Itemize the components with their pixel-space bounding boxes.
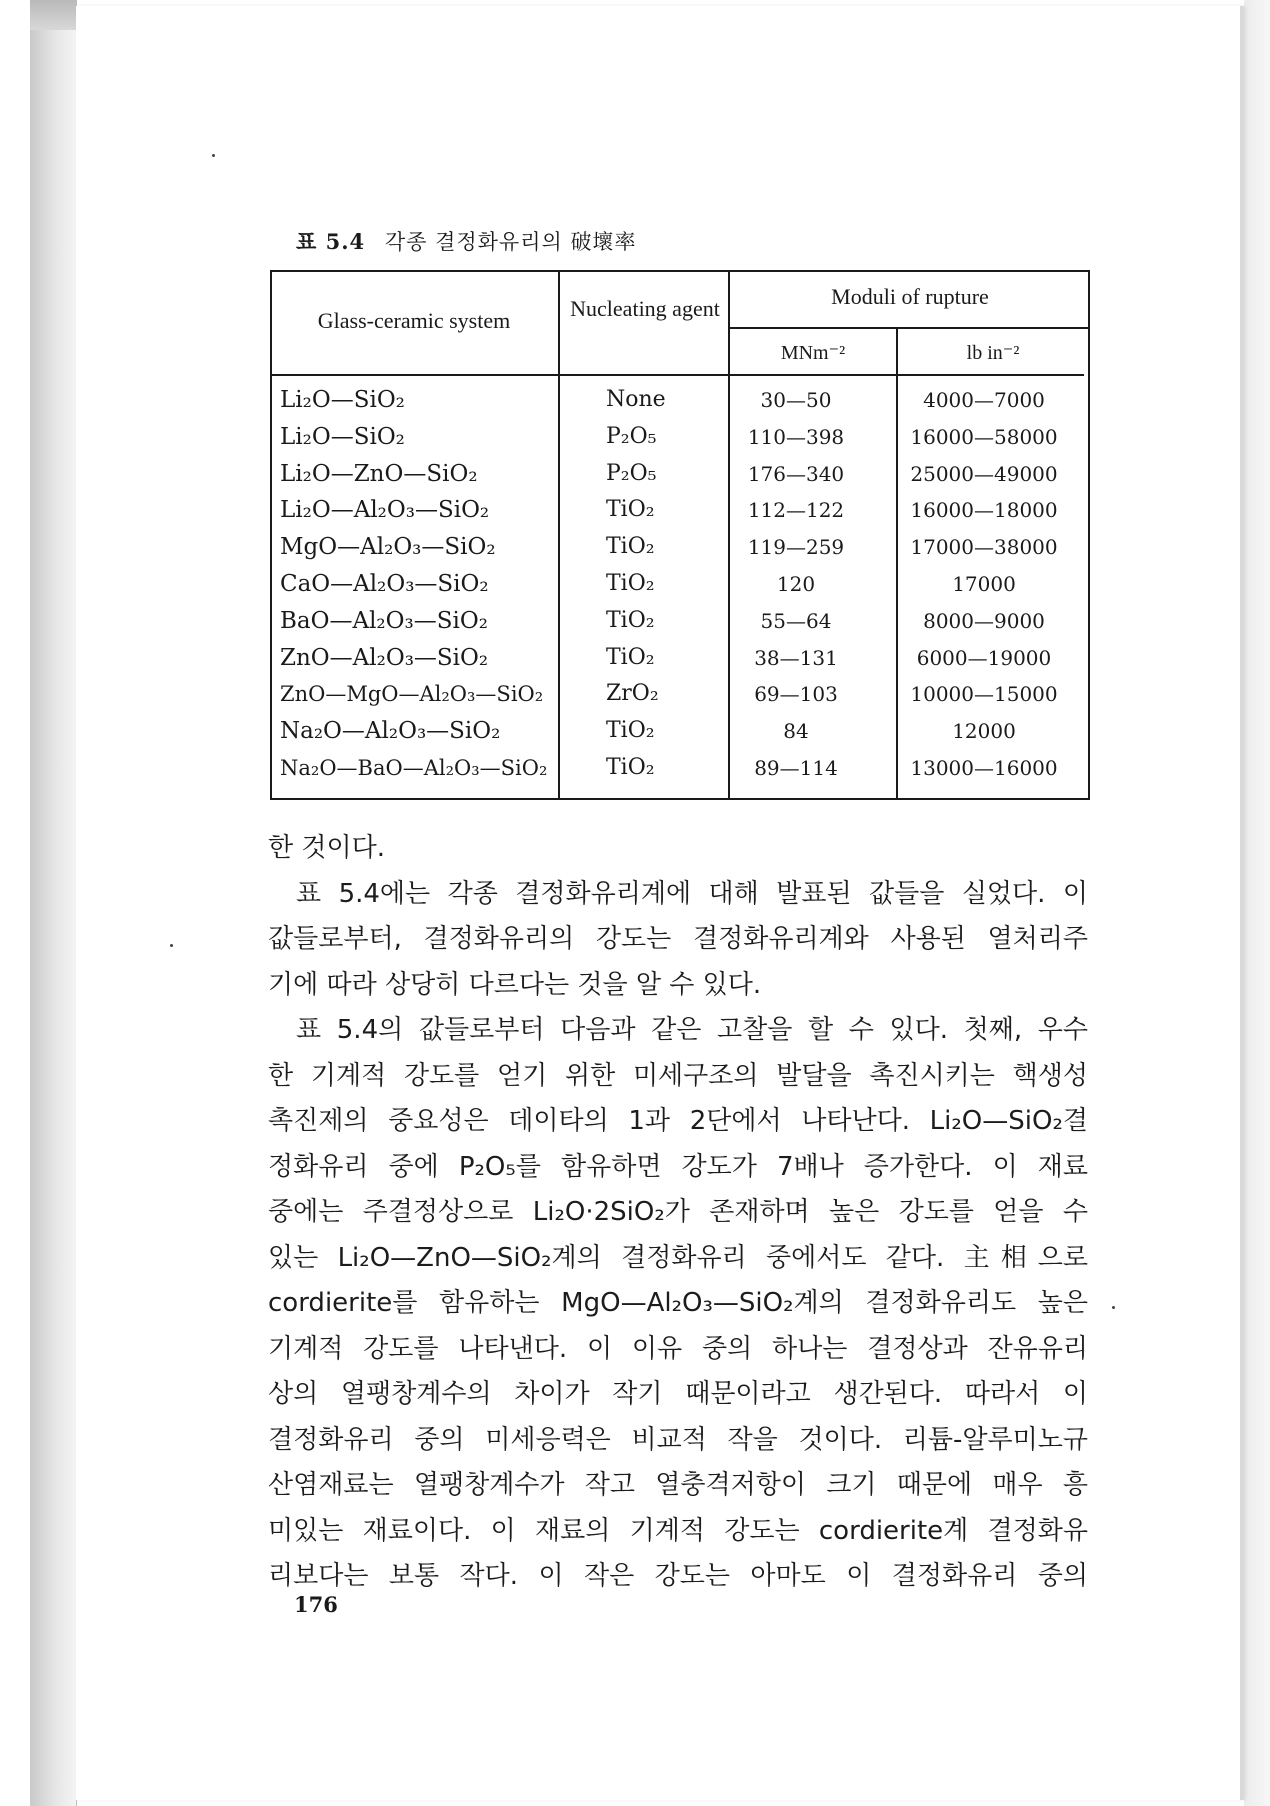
cell-system: MgO—Al₂O₃—SiO₂ — [280, 534, 496, 561]
text-line: 정화유리 중에 P₂O₅를 함유하면 강도가 7배나 증가한다. 이 재료 — [268, 1151, 1088, 1182]
cell-lbin: 10000—15000 — [910, 682, 1058, 707]
cell-mnm: 69—103 — [754, 682, 838, 707]
cell-system: BaO—Al₂O₃—SiO₂ — [280, 607, 488, 634]
cell-lbin: 13000—16000 — [910, 755, 1058, 780]
text-line: 미있는 재료이다. 이 재료의 기계적 강도는 cordierite계 결정화유 — [268, 1515, 1088, 1546]
cell-lbin: 16000—58000 — [910, 424, 1058, 449]
speck-dot — [212, 154, 215, 157]
table-caption — [296, 226, 636, 256]
cell-lbin: 16000—18000 — [910, 498, 1058, 523]
cell-mnm: 112—122 — [747, 498, 845, 523]
cell-agent: TiO₂ — [606, 607, 655, 633]
header-moduli: Moduli of rupture — [831, 284, 989, 309]
moduli-rule — [730, 327, 1090, 329]
text-line: 결정화유리 중의 미세응력은 비교적 작을 것이다. 리튬-알루미노규 — [268, 1424, 1088, 1455]
cell-system: ZnO—MgO—Al₂O₃—SiO₂ — [280, 682, 544, 707]
cell-mnm: 110—398 — [747, 424, 845, 449]
cell-agent: TiO₂ — [606, 570, 655, 596]
cell-agent: P₂O₅ — [606, 460, 657, 486]
cell-lbin: 17000—38000 — [910, 535, 1058, 560]
cell-system: Li₂O—SiO₂ — [280, 423, 405, 450]
table-row — [270, 713, 1090, 750]
text-line: 값들로부터, 결정화유리의 강도는 결정화유리계와 사용된 열처리주 — [268, 924, 1088, 954]
table-bottom-rule — [270, 798, 1090, 800]
cell-agent: TiO₂ — [606, 534, 655, 560]
table-row — [270, 456, 1090, 493]
table-title: 각종 결정화유리의 破壞率 — [384, 230, 637, 254]
text-line: 한 것이다. — [268, 833, 385, 863]
cell-agent: ZrO₂ — [606, 681, 659, 707]
book-edge-top — [30, 0, 76, 30]
header-agent: Nucleating agent — [570, 296, 720, 321]
header-system: Glass-ceramic system — [317, 308, 511, 333]
cell-lbin: 4000—7000 — [923, 388, 1045, 412]
cell-mnm: 38—131 — [754, 645, 838, 670]
page-number: 176 — [294, 1592, 338, 1617]
table-body — [270, 382, 1090, 787]
cell-system: Na₂O—Al₂O₃—SiO₂ — [280, 718, 501, 745]
cell-mnm: 84 — [783, 719, 809, 744]
cell-lbin: 6000—19000 — [916, 645, 1052, 670]
cell-lbin: 8000—9000 — [923, 608, 1045, 633]
cell-mnm: 89—114 — [754, 755, 838, 780]
cell-agent: None — [606, 387, 666, 412]
table-row — [270, 529, 1090, 566]
text-line: 촉진제의 중요성은 데이타의 1과 2단에서 나타난다. Li₂O—SiO₂결 — [268, 1106, 1088, 1136]
text-line: 한 기계적 강도를 얻기 위한 미세구조의 발달을 촉진시키는 핵생성 — [268, 1060, 1088, 1091]
cell-mnm: 55—64 — [760, 608, 832, 633]
text-line: 표 5.4에는 각종 결정화유리계에 대해 발표된 값들을 실었다. 이 — [296, 878, 1088, 909]
text-line: 기계적 강도를 나타낸다. 이 이유 중의 하나는 결정상과 잔유유리 — [268, 1333, 1088, 1364]
cell-system: Li₂O—Al₂O₃—SiO₂ — [280, 497, 490, 524]
speck-dot — [1112, 1306, 1115, 1309]
table-row — [270, 603, 1090, 640]
cell-agent: TiO₂ — [606, 718, 655, 744]
table-row — [270, 492, 1090, 529]
text-line: 산염재료는 열팽창계수가 작고 열충격저항이 크기 때문에 매우 흥 — [268, 1470, 1088, 1500]
text-line: 리보다는 보통 작다. 이 작은 강도는 아마도 이 결정화유리 중의 — [268, 1561, 1088, 1591]
text-line: 있는 Li₂O—ZnO—SiO₂계의 결정화유리 중에서도 같다. 主相으로 — [268, 1242, 1088, 1273]
book-edge — [30, 0, 77, 1806]
header-lbin: lb in⁻² — [966, 342, 1020, 364]
text-line: cordierite를 함유하는 MgO—Al₂O₃—SiO₂계의 결정화유리도 높은 — [268, 1288, 1088, 1318]
cell-mnm: 120 — [776, 571, 816, 596]
text-line: 중에는 주결정상으로 Li₂O·2SiO₂가 존재하며 높은 강도를 얻을 수 — [268, 1197, 1088, 1227]
header-rule — [270, 374, 1084, 376]
table-row — [270, 566, 1090, 603]
cell-system: Na₂O—BaO—Al₂O₃—SiO₂ — [280, 755, 548, 780]
table-row — [270, 676, 1090, 713]
cell-agent: TiO₂ — [606, 754, 655, 780]
cell-lbin: 25000—49000 — [910, 461, 1058, 486]
table-row — [270, 382, 1090, 419]
table-number: 표 5.4 — [296, 229, 366, 254]
cell-mnm: 119—259 — [747, 535, 845, 560]
speck-dot — [170, 944, 173, 947]
text-line: 표 5.4의 값들로부터 다음과 같은 고찰을 할 수 있다. 첫째, 우수 — [296, 1015, 1088, 1045]
table-row — [270, 750, 1090, 787]
cell-agent: TiO₂ — [606, 644, 655, 670]
header-mnm: MNm⁻² — [780, 342, 846, 364]
text-line: 기에 따라 상당히 다르다는 것을 알 수 있다. — [268, 969, 762, 1000]
cell-system: CaO—Al₂O₃—SiO₂ — [280, 570, 489, 597]
cell-agent: TiO₂ — [606, 497, 655, 523]
cell-lbin: 12000 — [952, 719, 1016, 744]
table-row — [270, 640, 1090, 677]
cell-system: Li₂O—SiO₂ — [280, 387, 405, 413]
table-row — [270, 419, 1090, 456]
text-line: 상의 열팽창계수의 차이가 작기 때문이라고 생간된다. 따라서 이 — [268, 1379, 1088, 1409]
table-top-rule — [270, 270, 1090, 272]
cell-mnm: 176—340 — [747, 461, 845, 486]
cell-mnm: 30—50 — [760, 388, 832, 412]
page-shadow — [1244, 0, 1270, 1806]
cell-agent: P₂O₅ — [606, 423, 657, 449]
rupture-table — [270, 270, 1090, 800]
body-text — [268, 826, 1088, 1600]
cell-system: ZnO—Al₂O₃—SiO₂ — [280, 644, 489, 671]
cell-system: Li₂O—ZnO—SiO₂ — [280, 460, 478, 487]
cell-lbin: 17000 — [952, 571, 1016, 596]
